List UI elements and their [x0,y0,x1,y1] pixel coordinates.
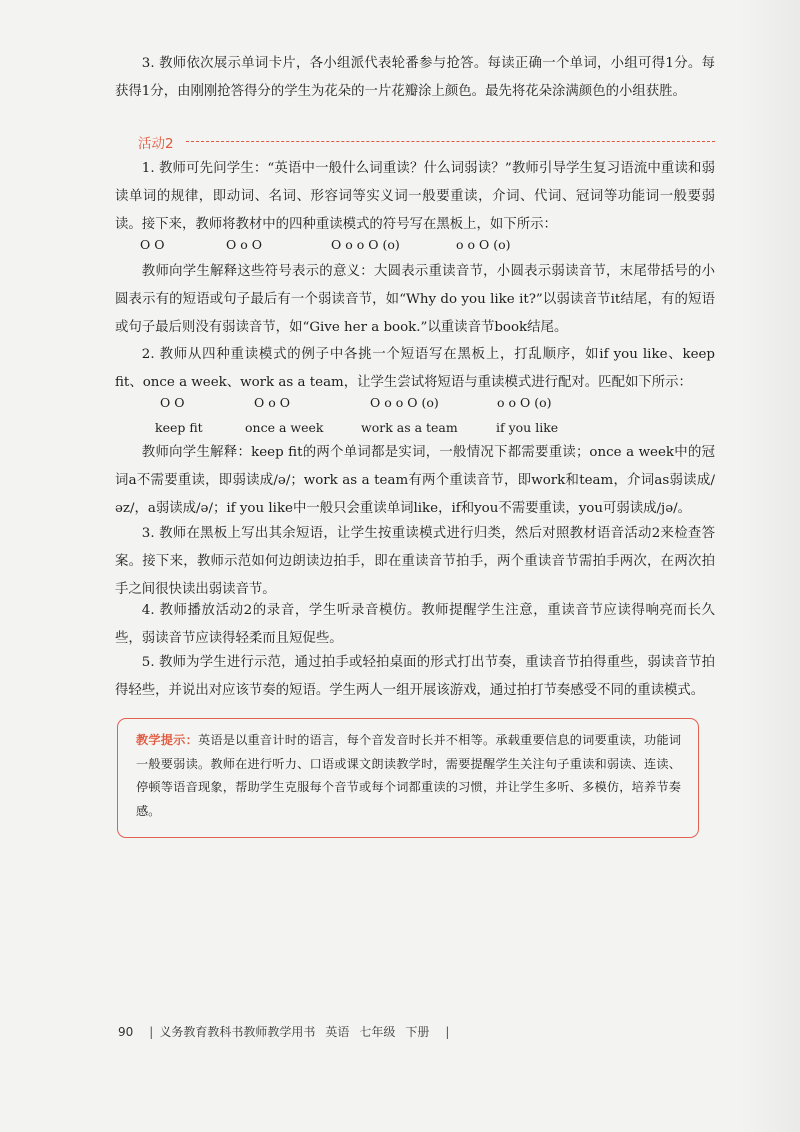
paragraph-1: 1. 教师可先问学生：“英语中一般什么词重读？什么词弱读？”教师引导学生复习语流中重读和弱读单词的规律，即动词、名词、形容词等实义词一般要重读，介词、代词、冠词等功能词一般要弱读。接下来，教师将教材中的四种重读模式的符号写在黑板上，如下所示： [115,161,715,232]
book-title: 义务教育教科书教师教学用书 [159,1025,316,1039]
paragraph-4: 教师向学生解释：keep fit的两个单词都是实词，一般情况下都需要重读；once a week中的冠词a不需要重读，即弱读成/ə/；work as a team有两个重读音节，即work和team，介词as弱读成/əz/，a弱读成/ə/；if you like中一般只会重读单词like，if和you不需要重读，you可弱读成/jə/。 [115,445,715,516]
pattern-2-2: O o O [254,395,290,410]
heading-dashed-rule [186,141,715,142]
activity-heading [138,131,715,151]
grade: 七年级 [359,1025,396,1039]
paragraph-5: 3. 教师在黑板上写出其余短语，让学生按重读模式进行归类，然后对照教材语音活动2来检查答案。接下来，教师示范如何边朗读边拍手，即在重读音节拍手，两个重读音节需拍手两次，在两次拍手之间很快读出弱读音节。 [115,526,715,597]
phrase-if-you-like: if you like [496,420,559,435]
phrase-once-a-week: once a week [245,420,324,435]
phrase-keep-fit: keep fit [155,420,203,435]
phrase-work-as-a-team: work as a team [361,420,458,435]
pattern-1-2: O o O [226,237,262,252]
activity-title: 活动2 [138,136,174,152]
subject: 英语 [325,1025,350,1039]
pattern-1-3: O o o O (o) [331,237,400,252]
paragraph-2: 教师向学生解释这些符号表示的意义：大圆表示重读音节，小圆表示弱读音节，末尾带括号的小圆表示有的短语或句子最后有一个弱读音节，如“Why do you like it?”以弱读音节it结尾，有的短语或句子最后则没有弱读音节，如“Give her a book.”以重读音节book结尾。 [115,264,715,335]
paragraph-7: 5. 教师为学生进行示范，通过拍手或轻拍桌面的形式打出节奏，重读音节拍得重些，弱读音节拍得轻些，并说出对应该节奏的短语。学生两人一组开展该游戏，通过拍打节奏感受不同的重读模式。 [115,655,715,698]
tip-text: 英语是以重音计时的语言，每个音发音时长并不相等。承载重要信息的词要重读，功能词一般要弱读。教师在进行听力、口语或课文朗读教学时，需要提醒学生关注句子重读和弱读、连读、停顿等语音现象，帮助学生克服每个音节或每个词都重读的习惯，并让学生多听、多模仿，培养节奏感。 [136,733,682,818]
page-footer: 90 | 义务教育教科书教师教学用书 英语 七年级 下册 | [118,1025,450,1039]
page-edge-shadow [740,0,800,1132]
paragraph-3: 2. 教师从四种重读模式的例子中各挑一个短语写在黑板上，打乱顺序，如if you like、keep fit、once a week、work as a team，让学生尝试将短语与重读模式进行配对。匹配如下所示： [115,347,715,390]
volume: 下册 [405,1025,430,1039]
page-number: 90 [118,1025,134,1039]
pattern-2-1: O O [160,395,185,410]
paragraph-6: 4. 教师播放活动2的录音，学生听录音模仿。教师提醒学生注意，重读音节应读得响亮而长久些，弱读音节应读得轻柔而且短促些。 [115,603,715,646]
pattern-2-4: o o O (o) [497,395,552,410]
teaching-tip [136,729,681,823]
tip-label: 教学提示： [136,733,198,747]
pattern-1-4: o o O (o) [456,237,511,252]
intro-paragraph: 3. 教师依次展示单词卡片，各小组派代表轮番参与抢答。每读正确一个单词，小组可得1分。每获得1分，由刚刚抢答得分的学生为花朵的一片花瓣涂上颜色。最先将花朵涂满颜色的小组获胜。 [115,56,715,99]
pattern-1-1: O O [140,237,165,252]
pattern-2-3: O o o O (o) [370,395,439,410]
